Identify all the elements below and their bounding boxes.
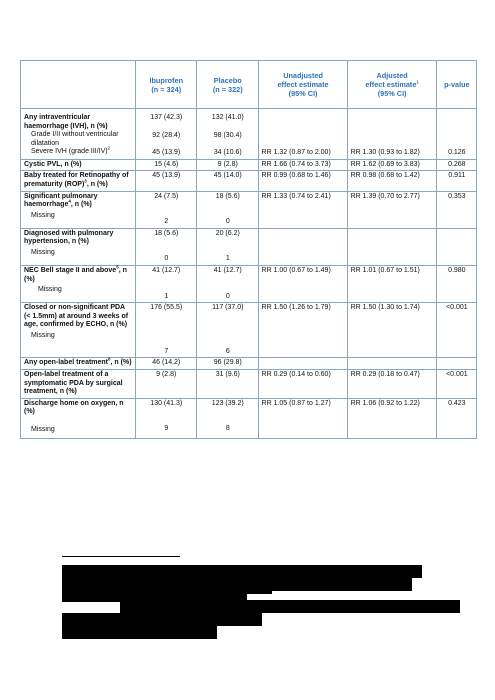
cell-placebo: 9 (2.8) (197, 159, 259, 171)
cell-p-value: 0.980 (436, 265, 476, 302)
table-row-open-label (21, 358, 477, 370)
redaction-bar (62, 626, 217, 639)
cell-p-value: <0.001 (436, 369, 476, 398)
header-p-value: p-value (436, 61, 476, 109)
redaction-bar (62, 613, 262, 626)
cell-adjusted: RR 1.50 (1.30 to 1.74) (347, 303, 436, 358)
cell-unadjusted (258, 358, 347, 370)
cell-adjusted: RR 0.29 (0.18 to 0.47) (347, 369, 436, 398)
cell-p-value: <0.001 (436, 303, 476, 358)
cell-p-value (436, 228, 476, 265)
cell-p-value: 0.353 (436, 191, 476, 228)
redaction-bar (62, 565, 422, 578)
cell-ibuprofen: 24 (7.5) 2 (135, 191, 197, 228)
cell-placebo: 31 (9.6) (197, 369, 259, 398)
row-label: Diagnosed with pulmonary hypertension, n (%) Missing (21, 228, 136, 265)
redaction-bar (120, 600, 460, 613)
cell-unadjusted: RR 0.29 (0.14 to 0.60) (258, 369, 347, 398)
cell-adjusted (347, 228, 436, 265)
cell-adjusted (347, 358, 436, 370)
header-outcome (21, 61, 136, 109)
cell-ibuprofen: 46 (14.2) (135, 358, 197, 370)
cell-placebo: 132 (41.0) 98 (30.4) 34 (10.6) (197, 109, 259, 160)
cell-unadjusted: RR 1.00 (0.67 to 1.49) (258, 265, 347, 302)
cell-p-value: 0.911 (436, 171, 476, 191)
row-label: Open-label treatment of a symptomatic PDA by surgical treatment, n (%) (21, 369, 136, 398)
cell-ibuprofen: 137 (42.3) 92 (28.4) 45 (13.9) (135, 109, 197, 160)
header-unadjusted: Unadjusted effect estimate (95% CI) (258, 61, 347, 109)
header-placebo: Placebo (n = 322) (197, 61, 259, 109)
cell-unadjusted: RR 1.33 (0.74 to 2.41) (258, 191, 347, 228)
cell-p-value: 0.268 (436, 159, 476, 171)
row-label: NEC Bell stage II and above$^5$, n (%) Missing (21, 265, 136, 302)
cell-unadjusted (258, 228, 347, 265)
cell-ibuprofen: 130 (41.3) 9 (135, 398, 197, 439)
cell-adjusted: RR 1.01 (0.67 to 1.51) (347, 265, 436, 302)
cell-placebo: 45 (14.0) (197, 171, 259, 191)
cell-ibuprofen: 176 (55.5) 7 (135, 303, 197, 358)
row-label: Baby treated for Retinopathy of prematurity (ROP)$^3$, n (%) (21, 171, 136, 191)
cell-unadjusted: RR 1.66 (0.74 to 3.73) (258, 159, 347, 171)
table-row-ivh (21, 109, 477, 160)
cell-adjusted: RR 1.06 (0.92 to 1.22) (347, 398, 436, 439)
cell-ibuprofen: 9 (2.8) (135, 369, 197, 398)
cell-placebo: 117 (37.0) 6 (197, 303, 259, 358)
row-label: Discharge home on oxygen, n (%) Missing (21, 398, 136, 439)
footnote-separator (62, 556, 180, 557)
cell-adjusted: RR 1.62 (0.69 to 3.83) (347, 159, 436, 171)
table-row-rop (21, 171, 477, 191)
cell-ibuprofen: 45 (13.9) (135, 171, 197, 191)
cell-adjusted: RR 0.98 (0.68 to 1.42) (347, 171, 436, 191)
cell-p-value: 0.126 (436, 109, 476, 160)
cell-placebo: 123 (39.2) 8 (197, 398, 259, 439)
cell-unadjusted: RR 1.05 (0.87 to 1.27) (258, 398, 347, 439)
table-row-discharge-oxygen (21, 398, 477, 439)
row-label: Any intraventricular haemorrhage (IVH), n (%) Grade I/II without ventricular dilatation Severe IVH (grade III/IV)$^2$ (21, 109, 136, 160)
cell-placebo: 20 (6.2) 1 (197, 228, 259, 265)
cell-placebo: 18 (5.6) 0 (197, 191, 259, 228)
row-label: Significant pulmonary haemorrhage$^4$, n (%) Missing (21, 191, 136, 228)
cell-unadjusted: RR 0.99 (0.68 to 1.46) (258, 171, 347, 191)
row-label: Cystic PVL, n (%) (21, 159, 136, 171)
table-row-nec (21, 265, 477, 302)
cell-ibuprofen: 41 (12.7) 1 (135, 265, 197, 302)
row-label: Any open-label treatment$^6$, n (%) (21, 358, 136, 370)
cell-p-value: 0.423 (436, 398, 476, 439)
cell-ibuprofen: 15 (4.6) (135, 159, 197, 171)
header-ibuprofen: Ibuprofen (n = 324) (135, 61, 197, 109)
table-row-surgical (21, 369, 477, 398)
results-table (20, 60, 477, 439)
cell-unadjusted: RR 1.32 (0.87 to 2.00) (258, 109, 347, 160)
cell-adjusted: RR 1.30 (0.93 to 1.82) (347, 109, 436, 160)
table-row-pulmonary-hypertension (21, 228, 477, 265)
table-row-pda-closed (21, 303, 477, 358)
cell-placebo: 96 (29.8) (197, 358, 259, 370)
cell-unadjusted: RR 1.50 (1.26 to 1.79) (258, 303, 347, 358)
table-row-pulmonary-haemorrhage (21, 191, 477, 228)
cell-ibuprofen: 18 (5.6) 0 (135, 228, 197, 265)
table-row-pvl (21, 159, 477, 171)
cell-adjusted: RR 1.39 (0.70 to 2.77) (347, 191, 436, 228)
cell-placebo: 41 (12.7) 0 (197, 265, 259, 302)
header-row (21, 61, 477, 109)
row-label: Closed or non-significant PDA (< 1.5mm) at around 3 weeks of age, confirmed by ECHO, n (%) Missing (21, 303, 136, 358)
cell-p-value (436, 358, 476, 370)
header-adjusted: Adjusted effect estimate$^1$ (95% CI) (347, 61, 436, 109)
